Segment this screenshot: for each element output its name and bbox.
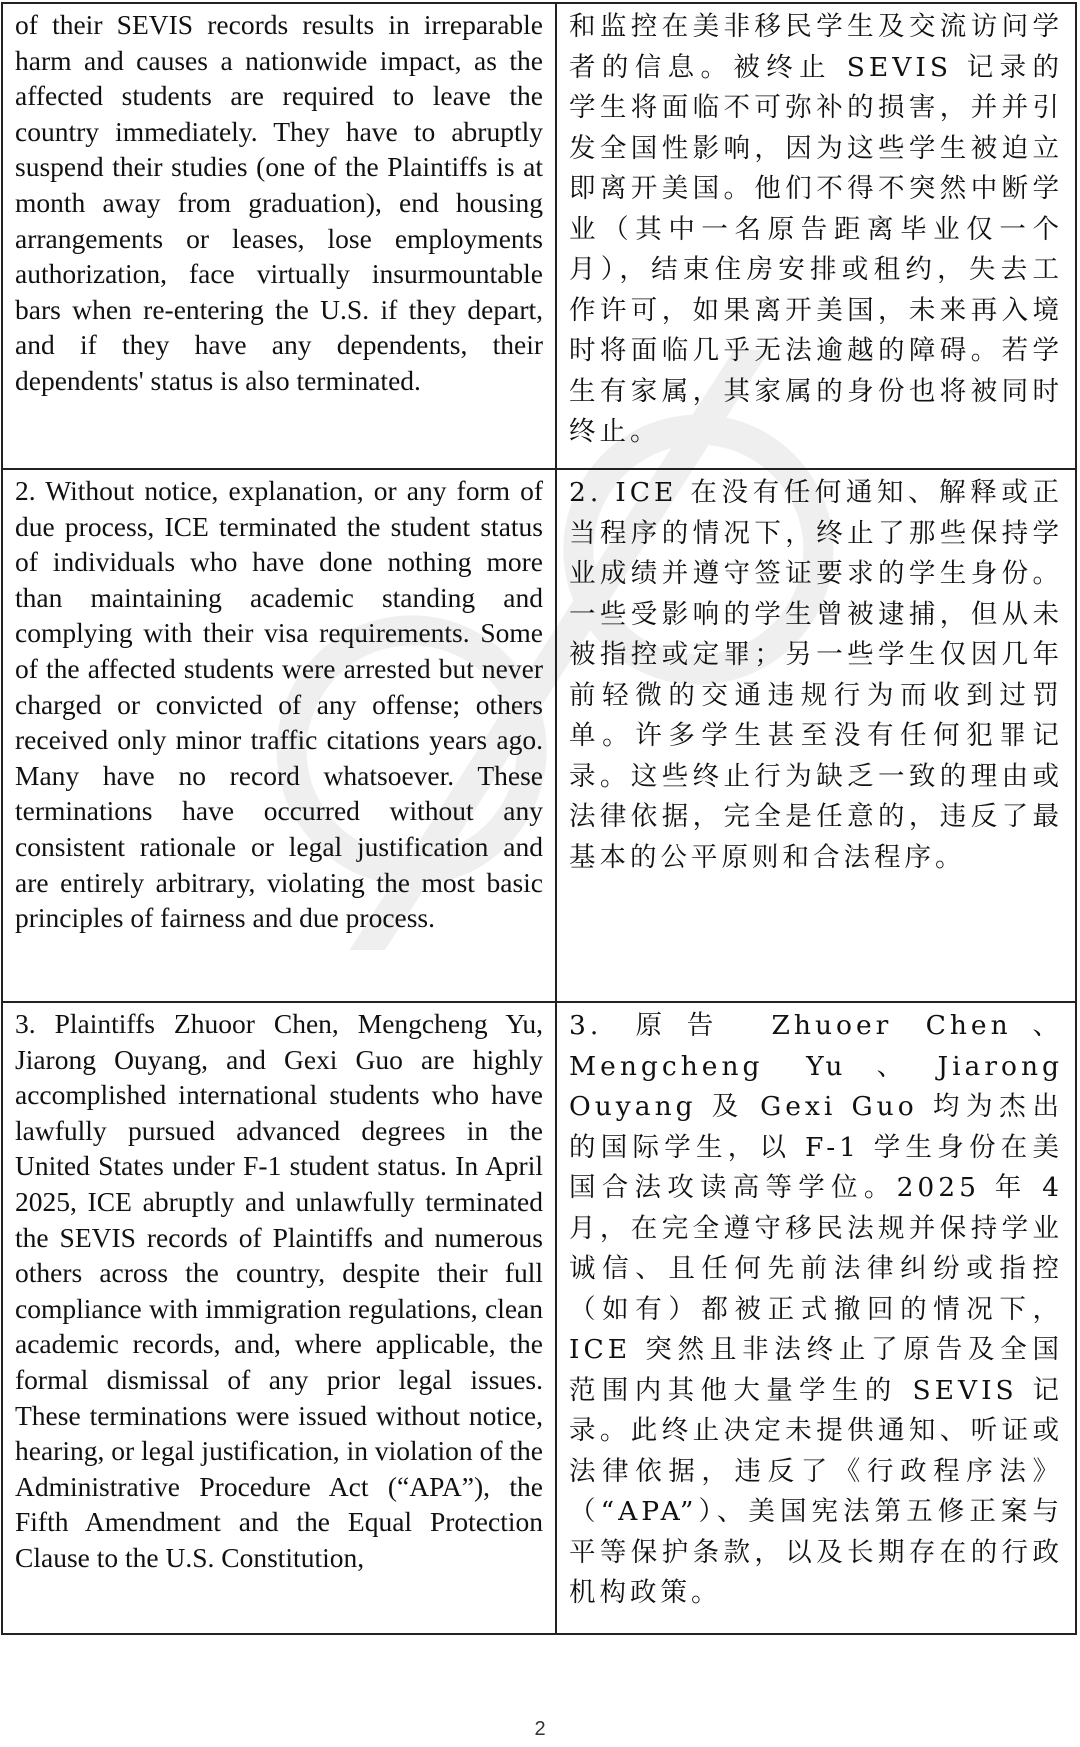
table-row (2, 469, 1076, 1002)
chinese-cell (556, 1002, 1076, 1634)
english-paragraph: of their SEVIS records results in irreparable harm and causes a nationwide impact, as the affected students are required to leave the country immediately. They have to abruptly suspend their studies (one of the Plaintiffs is at month away from graduation), end housing arrangements or leases, lose employments authorization, face virtually insurmountable bars when re-entering the U.S. if they depart, and if they have any dependents, their dependents' status is also terminated. (15, 9, 543, 396)
chinese-cell (556, 3, 1076, 469)
table-row (2, 3, 1076, 469)
chinese-paragraph: 3. 原告 Zhuoer Chen、Mengcheng Yu、Jiarong Ouyang 及 Gexi Guo 均为杰出的国际学生，以 F-1 学生身份在美国合法攻读高等学位。2025 年 4 月，在完全遵守移民法规并保持学业诚信、且任何先前法律纠纷或指控（如有）都被正式撤回的情况下，ICE 突然且非法终止了原告及全国范围内其他大量学生的 SEVIS 记录。此终止决定未提供通知、听证或法律依据，违反了《行政程序法》（“APA”）、美国宪法第五修正案与平等保护条款，以及长期存在的行政机构政策。 (569, 1010, 1063, 1608)
chinese-cell (556, 469, 1076, 1002)
bilingual-table (1, 2, 1077, 1635)
english-cell (2, 1002, 556, 1634)
english-paragraph: 2. Without notice, explanation, or any form of due process, ICE terminated the student status of individuals who have done nothing more than maintaining academic standing and complying with their visa requirements. Some of the affected students were arrested but never charged or convicted of any offense; others received only minor traffic citations years ago. Many have no record whatsoever. These terminations have occurred without any consistent rationale or legal justification and are entirely arbitrary, violating the most basic principles of fairness and due process. (15, 475, 543, 934)
table-row (2, 1002, 1076, 1634)
chinese-paragraph: 2. ICE 在没有任何通知、解释或正当程序的情况下，终止了那些保持学业成绩并遵守签证要求的学生身份。一些受影响的学生曾被逮捕，但从未被指控或定罪；另一些学生仅因几年前轻微的交通违规行为而收到过罚单。许多学生甚至没有任何犯罪记录。这些终止行为缺乏一致的理由或法律依据，完全是任意的，违反了最基本的公平原则和合法程序。 (569, 477, 1063, 873)
chinese-paragraph: 和监控在美非移民学生及交流访问学者的信息。被终止 SEVIS 记录的学生将面临不可弥补的损害，并并引发全国性影响，因为这些学生被迫立即离开美国。他们不得不突然中断学业（其中一名原告距离毕业仅一个月），结束住房安排或租约，失去工作许可，如果离开美国，未来再入境时将面临几乎无法逾越的障碍。若学生有家属，其家属的身份也将被同时终止。 (569, 11, 1063, 447)
english-cell (2, 3, 556, 469)
page-number: 2 (534, 1718, 546, 1740)
english-cell (2, 469, 556, 1002)
english-paragraph: 3. Plaintiffs Zhuoor Chen, Mengcheng Yu, Jiarong Ouyang, and Gexi Guo are highly accomplished international students who have lawfully pursued advanced degrees in the United States under F-1 student status. In April 2025, ICE abruptly and unlawfully terminated the SEVIS records of Plaintiffs and numerous others across the country, despite their full compliance with immigration regulations, clean academic records, and, where applicable, the formal dismissal of any prior legal issues. These terminations were issued without notice, hearing, or legal justification, in violation of the Administrative Procedure Act (“APA”), the Fifth Amendment and the Equal Protection Clause to the U.S. Constitution, (15, 1008, 543, 1573)
